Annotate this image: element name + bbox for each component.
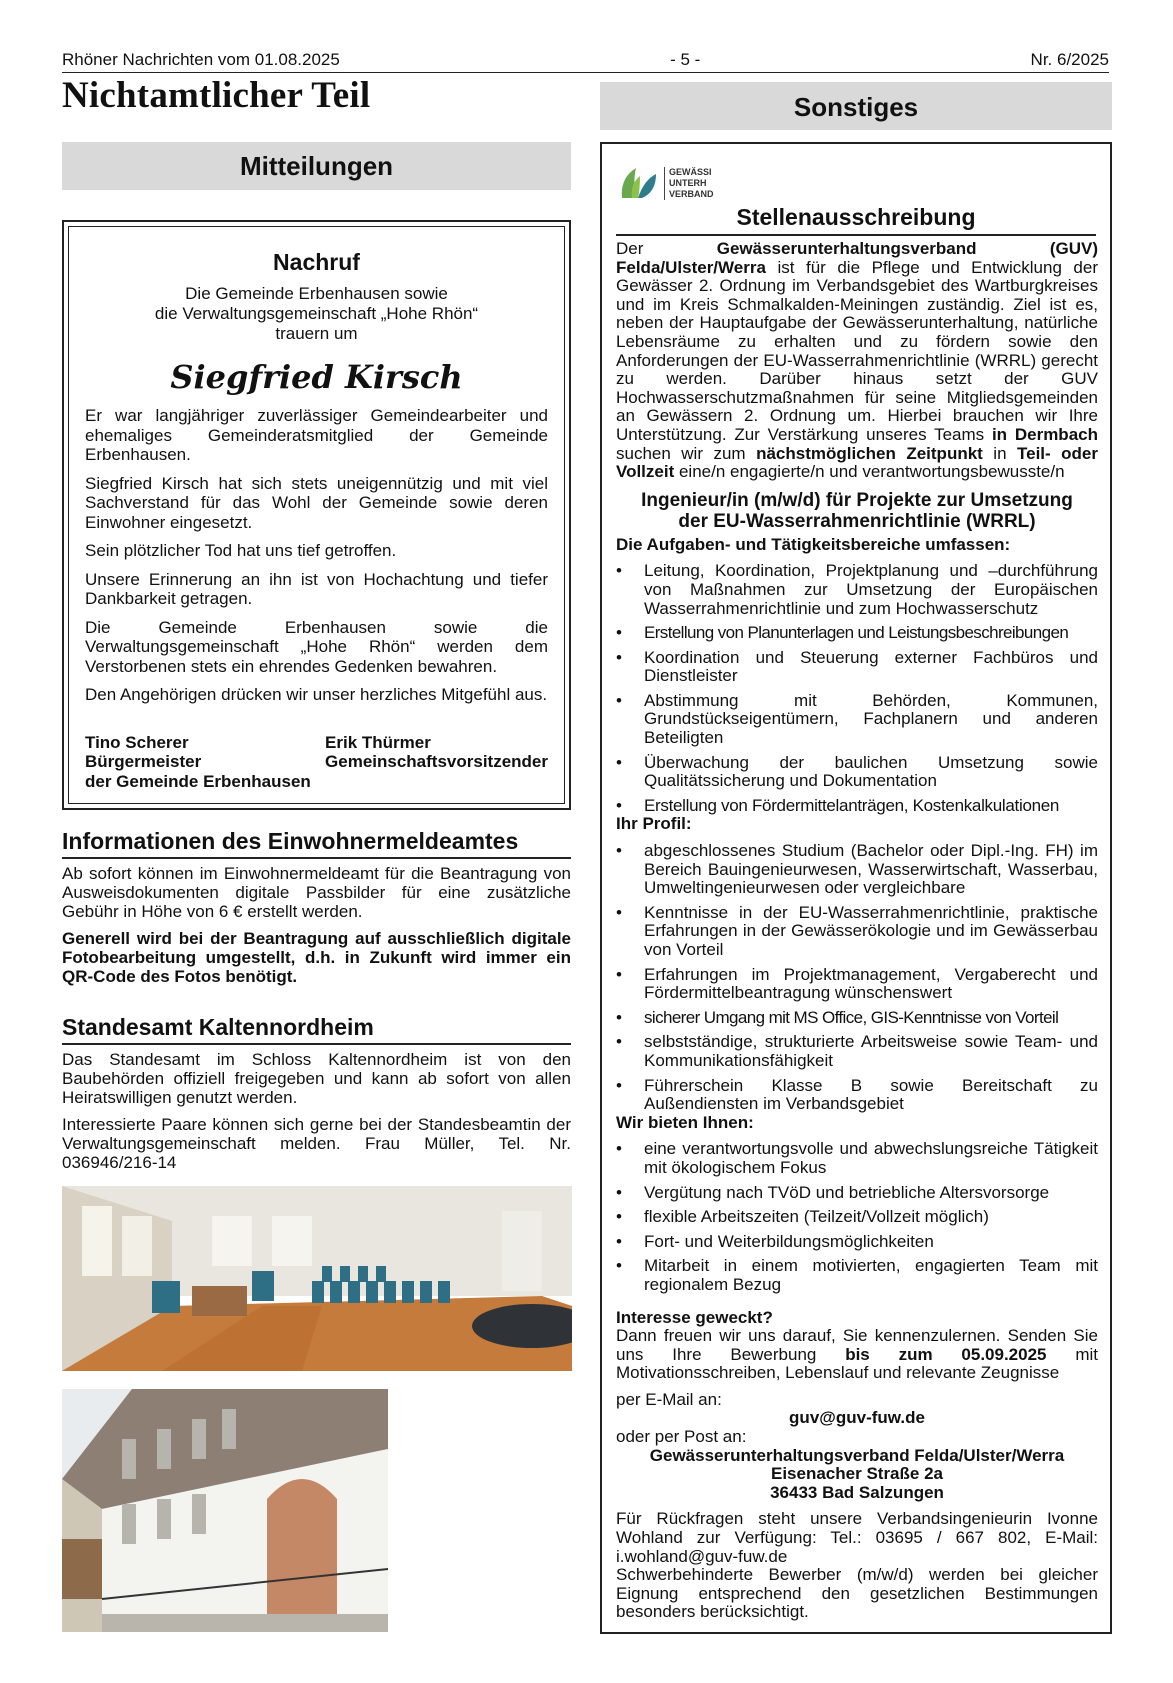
job-heading: Stellenausschreibung <box>616 204 1096 236</box>
list-item: • Leitung, Koordination, Projektplanung und –durchführung von Maßnahmen zur Umsetzung der Europäischen Wasserrahmenrichtlinie und zum Hochwasserschutz <box>616 562 1098 618</box>
interest-title: Interesse geweckt? <box>616 1307 773 1327</box>
signature-mayor <box>85 733 325 792</box>
text-run: in <box>982 443 1017 463</box>
standesamt-heading: Standesamt Kaltennordheim <box>62 1014 571 1045</box>
job-advert-box <box>600 142 1112 1634</box>
einwohner-section <box>62 828 571 986</box>
postal-address <box>616 1447 1098 1503</box>
obituary-paragraph: Siegfried Kirsch hat sich stets uneigennützig und mit viel Sachverstand für das Wohl der Gemeinde sowie deren Einwohner eingesetzt. <box>85 473 548 532</box>
mitteilungen-banner: Mitteilungen <box>62 142 571 190</box>
list-item: • Fort- und Weiterbildungsmöglichkeiten <box>616 1233 1098 1252</box>
obituary-paragraph: Den Angehörigen drücken wir unser herzliches Mitgefühl aus. <box>85 685 548 704</box>
page-header <box>62 48 1109 73</box>
signature-role: Bürgermeister <box>85 752 202 771</box>
guv-logo <box>618 162 722 204</box>
obituary-text <box>69 406 564 705</box>
signature-name: Erik Thürmer <box>325 732 431 752</box>
contact-info: Für Rückfragen steht unsere Verbandsingenieurin Ivonne Wohland zur Verfügung: Tel.: 03695 / 667 802, E-Mail: i.wohland@guv-fuw.de <box>616 1509 1098 1566</box>
obituary-intro <box>69 284 564 344</box>
obituary-paragraph: Er war langjähriger zuverlässiger Gemeindearbeiter und ehemaliges Gemeinderatsmitglied der Gemeinde Erbenhausen. <box>85 406 548 464</box>
list-item: • abgeschlossenes Studium (Bachelor oder Dipl.-Ing. FH) im Bereich Bauingenieurwesen, Wasserwirtschaft, Wasserbau, Umweltingenieurwesen oder vergleichbare <box>616 842 1098 898</box>
obituary-intro-line: die Verwaltungsgemeinschaft „Hohe Rhön“ <box>154 304 479 323</box>
org-name: Gewässerunterhaltungsverband (GUV) Felda/Ulster/Werra <box>616 239 1098 277</box>
post-label: oder per Post an: <box>616 1427 747 1447</box>
signature-role: Gemeinschaftsvorsitzender <box>325 752 548 771</box>
list-item: • Überwachung der baulichen Umsetzung sowie Qualitätssicherung und Dokumentation <box>616 754 1098 791</box>
standesamt-contact: Interessierte Paare können sich gerne bei der Standesbeamtin der Verwaltungsgemeinschaft melden. Frau Müller, Tel. Nr. 036946/216-14 <box>62 1115 571 1172</box>
page-title: Nichtamtlicher Teil <box>62 75 371 116</box>
list-item: • Erstellung von Planunterlagen und Leistungsbeschreibungen <box>616 624 1098 643</box>
list-item: • Mitarbeit in einem motivierten, engagierten Team mit regionalem Bezug <box>616 1257 1098 1294</box>
signature-chair <box>325 733 548 792</box>
wedding-hall-image <box>62 1186 572 1371</box>
header-publication: Rhöner Nachrichten vom 01.08.2025 <box>62 50 340 69</box>
logo-text <box>664 167 714 200</box>
standesamt-paragraph: Das Standesamt im Schloss Kaltennordheim ist von den Baubehörden offiziell freigegeben und kann ab sofort von allen Heiratswilligen genutzt werden. <box>62 1050 571 1107</box>
offer-list <box>616 1140 1098 1294</box>
position-line: der EU-Wasserrahmenrichtlinie (WRRL) <box>678 510 1036 532</box>
address-line: 36433 Bad Salzungen <box>770 1482 944 1502</box>
obituary-title: Nachruf <box>273 249 360 275</box>
start-date: nächstmöglichen Zeitpunkt <box>756 443 983 463</box>
list-item: • flexible Arbeitszeiten (Teilzeit/Vollzeit möglich) <box>616 1208 1098 1227</box>
deceased-name: Siegfried Kirsch <box>170 358 463 396</box>
sonstiges-banner: Sonstiges <box>600 82 1112 130</box>
tasks-list <box>616 562 1098 815</box>
job-intro <box>616 240 1098 482</box>
obituary-intro-line: Die Gemeinde Erbenhausen sowie <box>185 284 448 303</box>
disability-note: Schwerbehinderte Bewerber (m/w/d) werden bei gleicher Eignung entsprechend den gesetzlichen Bestimmungen besonders berücksichtigt. <box>616 1565 1098 1622</box>
logo-text-line: UNTERH <box>669 177 707 188</box>
work-time: Teil- oder Vollzeit <box>616 443 1098 482</box>
photo-castle-building <box>62 1389 388 1632</box>
einwohner-paragraph: Ab sofort können im Einwohnermeldeamt für die Beantragung von Ausweisdokumenten digitale Passbilder für eine zusätzliche Gebühr in Höhe von 6 € erstellt werden. <box>62 864 571 921</box>
list-item: • selbstständige, strukturierte Arbeitsweise sowie Team- und Kommunikationsfähigkeit <box>616 1033 1098 1070</box>
list-item: • Koordination und Steuerung externer Fachbüros und Dienstleister <box>616 649 1098 686</box>
list-item: • Erfahrungen im Projektmanagement, Vergaberecht und Fördermittelbeantragung wünschenswert <box>616 966 1098 1003</box>
list-item: • Kenntnisse in der EU-Wasserrahmenrichtlinie, praktische Erfahrungen in der Gewässerökologie und im Gewässerbau von Vorteil <box>616 904 1098 960</box>
email-label: per E-Mail an: <box>616 1389 722 1409</box>
profile-list <box>616 842 1098 1114</box>
address-line: Eisenacher Straße 2a <box>771 1464 943 1484</box>
list-item: • Abstimmung mit Behörden, Kommunen, Grundstückseigentümern, Fachplanern und anderen Beteiligten <box>616 692 1098 748</box>
text-run: suchen wir zum <box>616 443 757 463</box>
leaf-logo-icon <box>618 166 658 200</box>
signature-org: der Gemeinde Erbenhausen <box>85 771 311 791</box>
interest-text <box>616 1327 1098 1383</box>
header-page-number: - 5 - <box>670 50 701 69</box>
einwohner-notice: Generell wird bei der Beantragung auf ausschließlich digitale Fotobearbeitung umgestellt, d.h. in Zukunft wird immer ein QR-Code des Fotos benötigt. <box>62 929 571 986</box>
obituary-box <box>62 220 571 810</box>
list-item: • sicherer Umgang mit MS Office, GIS-Kenntnisse von Vorteil <box>616 1009 1098 1028</box>
offer-title: Wir bieten Ihnen: <box>616 1112 754 1132</box>
job-text <box>616 240 1098 1622</box>
castle-image <box>62 1389 388 1632</box>
list-item: • Erstellung von Fördermittelanträgen, Kostenkalkulationen <box>616 797 1098 816</box>
deadline: bis zum 05.09.2025 <box>845 1344 1047 1364</box>
application-email[interactable]: guv@guv-fuw.de <box>789 1408 925 1428</box>
obituary-paragraph: Unsere Erinnerung an ihn ist von Hochachtung und tiefer Dankbarkeit getragen. <box>85 569 548 608</box>
list-item: • Vergütung nach TVöD und betriebliche Altersvorsorge <box>616 1184 1098 1203</box>
text-run: mit Motivationsschreiben, Lebenslauf und relevante Zeugnisse <box>616 1344 1099 1383</box>
signature-name: Tino Scherer <box>85 732 189 752</box>
profile-title: Ihr Profil: <box>616 814 692 834</box>
einwohner-heading: Informationen des Einwohnermeldeamtes <box>62 828 571 859</box>
signatures <box>69 733 564 792</box>
job-position-title <box>616 490 1098 532</box>
obituary-paragraph: Die Gemeinde Erbenhausen sowie die Verwaltungsgemeinschaft „Hohe Rhön“ werden dem Verstorbenen stets ein ehrendes Gedenken bewahren. <box>85 617 548 676</box>
text-run: Dann freuen wir uns darauf, Sie kennenzulernen. Senden Sie uns Ihre Bewerbung <box>616 1326 1098 1364</box>
list-item: • Führerschein Klasse B sowie Bereitschaft zu Außendiensten im Verbandsgebiet <box>616 1077 1098 1114</box>
text-run: eine/n engagierte/n und verantwortungsbewusste/n <box>674 462 1065 482</box>
obituary-paragraph: Sein plötzlicher Tod hat uns tief getroffen. <box>85 541 397 560</box>
location: in Dermbach <box>991 424 1098 444</box>
address-line: Gewässerunterhaltungsverband Felda/Ulster/Werra <box>649 1445 1065 1465</box>
logo-text-line: VERBAND <box>669 188 714 199</box>
text-run: Der <box>616 239 717 258</box>
text-run: ist für die Pflege und Entwicklung der Gewässer 2. Ordnung im Verbandsgebiet des Wartburgkreises und im Kreis Schmalkalden-Meiningen zuständig. Ziel ist es, neben der Hauptaufgabe der Gewässerunterhaltung, natürliche Lebensräume zu erhalten und zu fördern sowie den Anforderungen der EU-Wasserrahmenrichtlinie (WRRL) gerecht zu werden. Darüber hinaus setzt der GUV Hochwasserschutzmaßnahmen für seine Mitgliedsgemeinden an Gewässern 2. Ordnung um. Hierbei brauchen wir Ihre Unterstützung. Zur Verstärkung unseres Teams <box>616 257 1098 444</box>
obituary-intro-line: trauern um <box>275 324 358 343</box>
position-line: Ingenieur/in (m/w/d) für Projekte zur Umsetzung <box>641 489 1073 511</box>
logo-text-line: GEWÄSSI <box>669 166 712 177</box>
header-issue: Nr. 6/2025 <box>1030 50 1109 69</box>
list-item: • eine verantwortungsvolle und abwechslungsreiche Tätigkeit mit ökologischem Fokus <box>616 1140 1098 1177</box>
tasks-title: Die Aufgaben- und Tätigkeitsbereiche umfassen: <box>616 534 1011 554</box>
photo-wedding-hall <box>62 1186 572 1371</box>
standesamt-section <box>62 1014 571 1172</box>
